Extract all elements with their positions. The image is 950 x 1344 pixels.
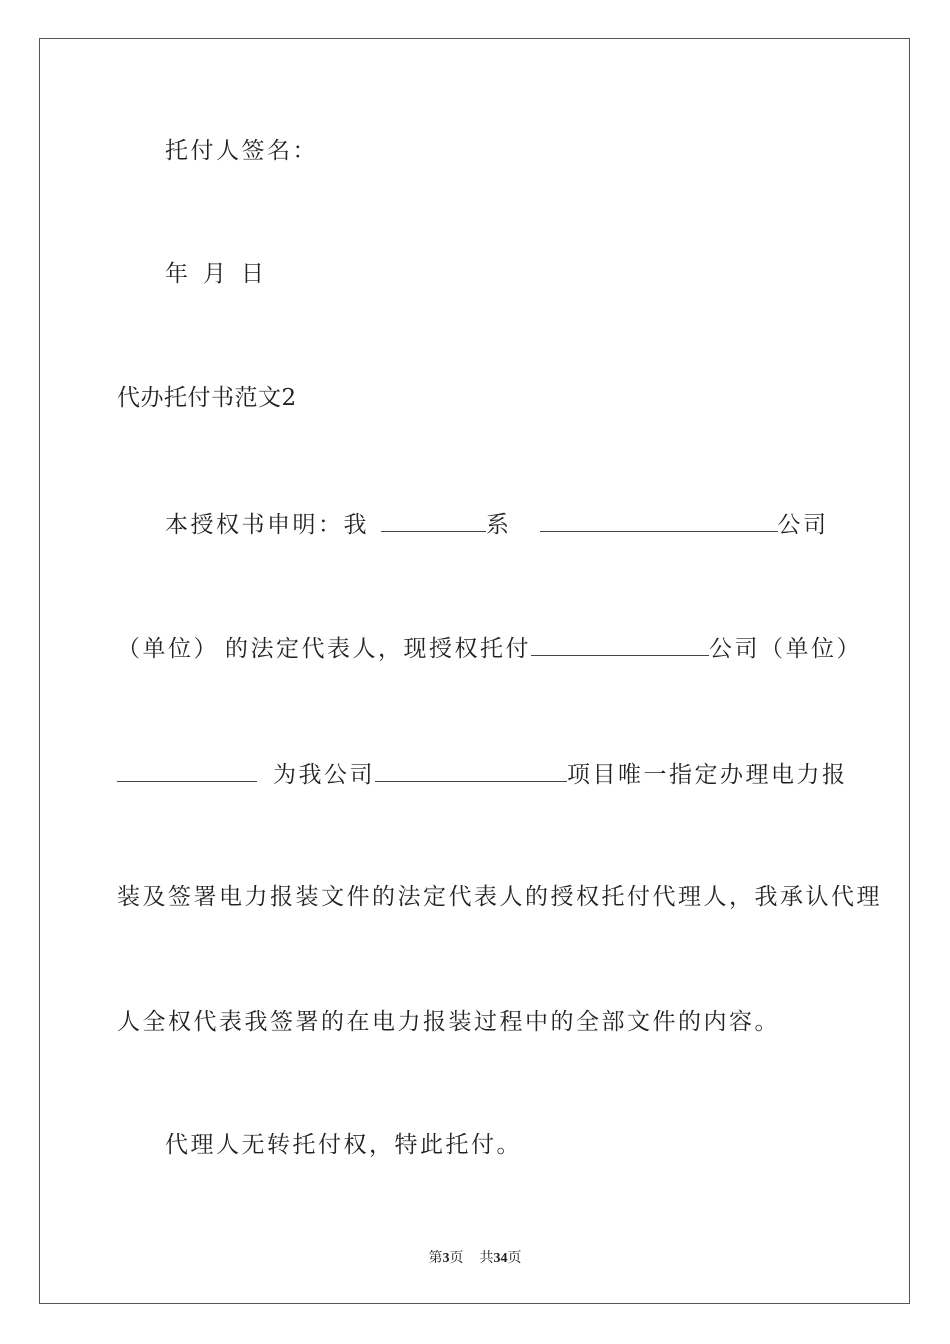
text-segment: 公司 (777, 512, 829, 538)
text-segment: 公司（单位） (709, 636, 862, 662)
section-heading: 代办托付书范文2 (117, 385, 297, 411)
blank-field (117, 759, 257, 782)
footer-total-suffix: 页 (507, 1251, 522, 1266)
date-month: 月 (203, 261, 226, 287)
total-pages-number: 34 (493, 1251, 508, 1266)
page-footer (0, 1247, 950, 1267)
paragraph-line-1 (165, 509, 829, 540)
date-day: 日 (241, 261, 264, 287)
date-year: 年 (165, 261, 188, 287)
signature-line: 托付人签名： (165, 138, 318, 164)
footer-total-prefix: 共 (479, 1251, 494, 1266)
footer-prefix: 第 (428, 1251, 443, 1266)
paragraph-line-2 (117, 633, 862, 664)
blank-field (531, 633, 709, 656)
text-segment: （单位） (117, 636, 219, 662)
blank-field (381, 509, 486, 532)
text-segment: 的法定代表人，现授权托付 (225, 636, 531, 662)
blank-field (375, 759, 567, 782)
text-segment: 本授权书申明：我 (165, 512, 369, 538)
paragraph-line-6: 代理人无转托付权，特此托付。 (165, 1132, 522, 1158)
paragraph-line-3 (117, 759, 848, 790)
text-segment: 系 (486, 512, 512, 538)
blank-field (540, 509, 778, 532)
date-line (165, 259, 264, 289)
current-page-number: 3 (442, 1251, 450, 1266)
paragraph-line-4: 装及签署电力报装文件的法定代表人的授权托付代理人，我承认代理 (117, 884, 882, 910)
text-segment: 为我公司 (273, 762, 375, 788)
page-border (39, 38, 910, 1304)
footer-page-suffix: 页 (449, 1251, 464, 1266)
text-segment: 项目唯一指定办理电力报 (567, 762, 848, 788)
paragraph-line-5: 人全权代表我签署的在电力报装过程中的全部文件的内容。 (117, 1009, 780, 1035)
